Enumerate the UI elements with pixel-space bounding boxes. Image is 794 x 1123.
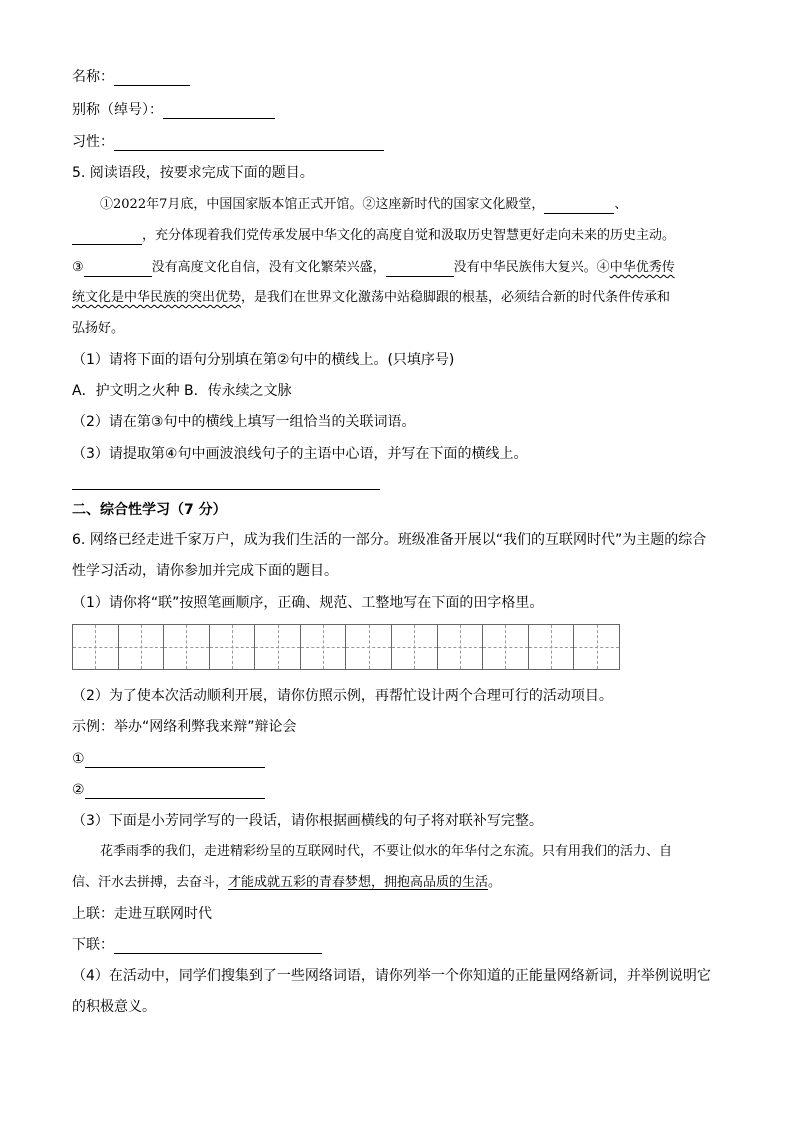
q6-passage-line-1: 花季雨季的我们，走进精彩纷呈的互联网时代，不要让似水的年华付之东流。只有用我们的活力、自 xyxy=(100,844,673,859)
tianzige-grid[interactable] xyxy=(72,624,620,670)
q5-passage-line-3: ③ 没有高度文化自信，没有文化繁荣兴盛， 没有中华民族伟大复兴。④中华优秀传 xyxy=(72,260,675,275)
habit-blank[interactable] xyxy=(114,136,384,151)
q5-blank-4[interactable] xyxy=(386,262,454,277)
grid-cell[interactable] xyxy=(438,625,484,669)
q5-sub2: （2）请在第③句中的横线上填写一组恰当的关联词语。 xyxy=(72,414,416,430)
name-label: 名称： xyxy=(72,69,114,85)
habit-label: 习性： xyxy=(72,134,114,150)
q6-sub1: （1）请你将“联”按照笔画顺序，正确、规范、工整地写在下面的田字格里。 xyxy=(72,595,544,611)
q5-passage-line-2: ，充分体现着我们党传承发展中华文化的高度自觉和汲取历史智慧更好走向未来的历史主动。 xyxy=(72,227,675,245)
q5-sub1: （1）请将下面的语句分别填在第②句中的横线上。(只填序号) xyxy=(72,352,455,368)
underlined-sentence: 才能成就五彩的青春梦想，拥抱高品质的生活 xyxy=(228,875,489,890)
q5-stem: 5. 阅读语段，按要求完成下面的题目。 xyxy=(72,165,314,181)
q5-answer-line[interactable] xyxy=(72,489,380,490)
grid-cell[interactable] xyxy=(346,625,392,669)
grid-cell[interactable] xyxy=(529,625,575,669)
q6-sub4-line-2: 的积极意义。 xyxy=(72,999,156,1015)
grid-cell[interactable] xyxy=(164,625,210,669)
grid-cell[interactable] xyxy=(119,625,165,669)
grid-cell[interactable] xyxy=(483,625,529,669)
wavy-underlined-text: 中华优秀传 xyxy=(609,260,675,275)
item-2-marker: ② xyxy=(72,782,85,798)
wavy-underlined-text: 统文化是中华民族的突出优势 xyxy=(72,290,242,305)
item-1-blank[interactable] xyxy=(85,753,265,768)
alias-blank[interactable] xyxy=(163,104,275,119)
q5-passage-line-5: 弘扬好。 xyxy=(72,321,125,336)
q6-example: 示例：举办“网络利弊我来辩”辩论会 xyxy=(72,719,297,735)
q6-upper-couplet: 上联：走进互联网时代 xyxy=(72,906,212,922)
q6-item-1-row xyxy=(72,750,265,768)
q6-lower-couplet-row xyxy=(72,936,322,954)
lower-couplet-blank[interactable] xyxy=(114,939,322,954)
q5-blank-2[interactable] xyxy=(72,230,142,245)
item-1-marker: ① xyxy=(72,751,85,767)
q5-options: A．护文明之火种 B．传永续之文脉 xyxy=(72,383,292,399)
habit-field-row xyxy=(72,133,384,151)
q5-passage-line-4: 统文化是中华民族的突出优势，是我们在世界文化激荡中站稳脚跟的根基，必须结合新的时代条件传承和 xyxy=(72,290,671,305)
alias-label: 别称（绰号）： xyxy=(72,102,163,118)
alias-field-row xyxy=(72,101,275,119)
name-blank[interactable] xyxy=(114,71,190,86)
grid-cell[interactable] xyxy=(210,625,256,669)
lower-couplet-label: 下联： xyxy=(72,937,114,953)
q6-stem-line-2: 性学习活动，请你参加并完成下面的题目。 xyxy=(72,563,338,579)
q6-sub4-line-1: （4）在活动中，同学们搜集到了一些网络词语，请你列举一个你知道的正能量网络新词，并举例说明它 xyxy=(72,968,711,984)
grid-cell[interactable] xyxy=(255,625,301,669)
q5-sub3: （3）请提取第④句中画波浪线句子的主语中心语，并写在下面的横线上。 xyxy=(72,446,528,462)
q6-item-2-row xyxy=(72,781,265,799)
grid-cell[interactable] xyxy=(73,625,119,669)
item-2-blank[interactable] xyxy=(85,784,265,799)
section-2-title: 二、综合性学习（7 分） xyxy=(72,502,227,518)
name-field-row xyxy=(72,68,190,86)
q6-sub2: （2）为了使本次活动顺利开展，请你仿照示例，再帮忙设计两个合理可行的活动项目。 xyxy=(72,688,613,704)
q6-stem-line-1: 6. 网络已经走进千家万户，成为我们生活的一部分。班级准备开展以“我们的互联网时代”为主题的综合 xyxy=(72,532,707,548)
q5-passage-line-1: ①2022年7月底，中国国家版本馆正式开馆。②这座新时代的国家文化殿堂， 、 xyxy=(100,197,628,212)
q6-sub3: （3）下面是小芳同学写的一段话，请你根据画横线的句子将对联补写完整。 xyxy=(72,813,543,829)
q5-blank-3[interactable] xyxy=(84,262,152,277)
grid-cell[interactable] xyxy=(574,625,619,669)
q5-blank-1[interactable] xyxy=(544,199,614,214)
grid-cell[interactable] xyxy=(392,625,438,669)
grid-cell[interactable] xyxy=(301,625,347,669)
q6-passage-line-2: 信、汗水去拼搏，去奋斗，才能成就五彩的青春梦想，拥抱高品质的生活。 xyxy=(72,875,502,890)
